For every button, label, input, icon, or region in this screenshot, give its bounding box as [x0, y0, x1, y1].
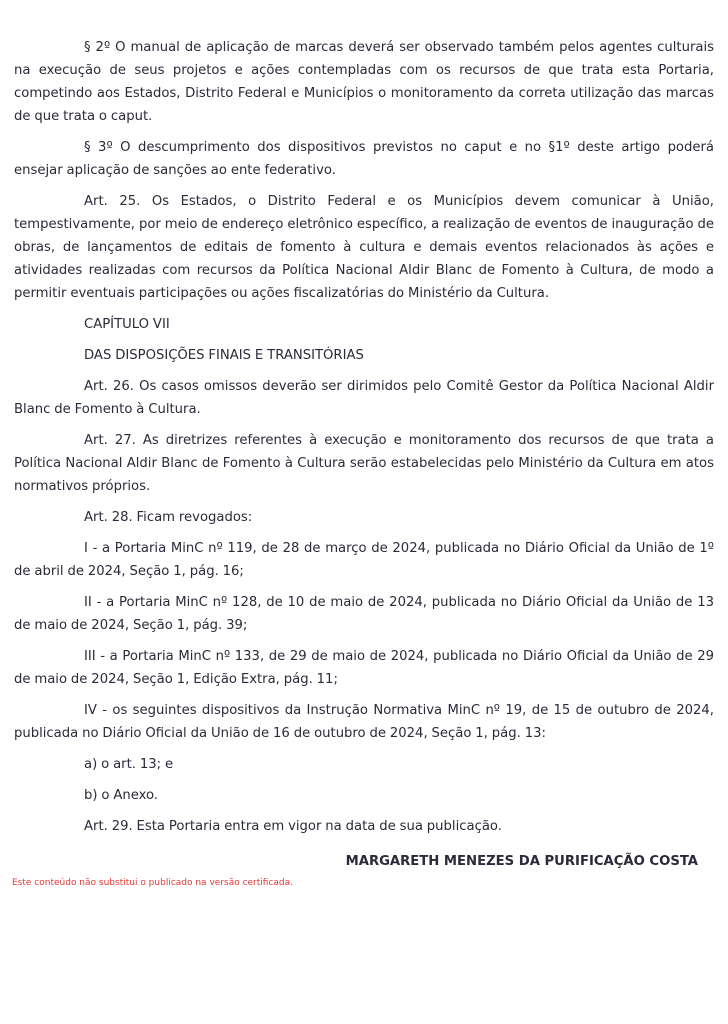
- paragraph-art27: Art. 27. As diretrizes referentes à execução e monitoramento dos recursos de que trata a Política Nacional Aldir Blanc de Fomento à Cultura serão estabelecidas pelo Ministério da Cultura em atos normativos próprios.: [14, 433, 714, 494]
- paragraph-art24-par3: § 3º O descumprimento dos dispositivos previstos no caput e no §1º deste artigo poderá ensejar aplicação de sanções ao ente federativo.: [14, 140, 714, 178]
- paragraph-art26: Art. 26. Os casos omissos deverão ser dirimidos pelo Comitê Gestor da Política Nacional Aldir Blanc de Fomento à Cultura.: [14, 379, 714, 417]
- paragraph-art28: Art. 28. Ficam revogados:: [84, 510, 253, 525]
- paragraph-art28-item-2: II - a Portaria MinC nº 128, de 10 de maio de 2024, publicada no Diário Oficial da União de 13 de maio de 2024, Seção 1, pág. 39;: [14, 595, 714, 633]
- signature: MARGARETH MENEZES DA PURIFICAÇÃO COSTA: [345, 854, 698, 869]
- paragraph-art28-item-3: III - a Portaria MinC nº 133, de 29 de maio de 2024, publicada no Diário Oficial da União de 29 de maio de 2024, Seção 1, Edição Extra, pág. 11;: [14, 649, 714, 687]
- chapter-heading: CAPÍTULO VII: [84, 317, 170, 332]
- paragraph-art28-item-4: IV - os seguintes dispositivos da Instrução Normativa MinC nº 19, de 15 de outubro de 2024, publicada no Diário Oficial da União de 16 de outubro de 2024, Seção 1, pág. 13:: [14, 703, 714, 741]
- document-body: [14, 36, 714, 890]
- paragraph-item-a: a) o art. 13; e: [84, 757, 174, 772]
- chapter-title: DAS DISPOSIÇÕES FINAIS E TRANSITÓRIAS: [84, 348, 364, 363]
- paragraph-item-b: b) o Anexo.: [84, 788, 159, 803]
- paragraph-art25: Art. 25. Os Estados, o Distrito Federal e os Municípios devem comunicar à União, tempestivamente, por meio de endereço eletrônico específico, a realização de eventos de inauguração de obras, de lançamentos de editais de fomento à cultura e demais eventos relacionados às ações e atividades realizadas com recursos da Política Nacional Aldir Blanc de Fomento à Cultura, de modo a permitir eventuais participações ou ações fiscalizatórias do Ministério da Cultura.: [14, 194, 714, 301]
- paragraph-art29: Art. 29. Esta Portaria entra em vigor na data de sua publicação.: [84, 819, 502, 834]
- paragraph-art28-item-1: I - a Portaria MinC nº 119, de 28 de março de 2024, publicada no Diário Oficial da União de 1º de abril de 2024, Seção 1, pág. 16;: [14, 541, 714, 579]
- disclaimer-notice: Este conteúdo não substitui o publicado na versão certificada.: [12, 878, 294, 888]
- paragraph-art24-par2: § 2º O manual de aplicação de marcas deverá ser observado também pelos agentes culturais na execução de seus projetos e ações contempladas com os recursos de que trata esta Portaria, competindo aos Estados, Distrito Federal e Municípios o monitoramento da correta utilização das marcas de que trata o caput.: [14, 40, 714, 124]
